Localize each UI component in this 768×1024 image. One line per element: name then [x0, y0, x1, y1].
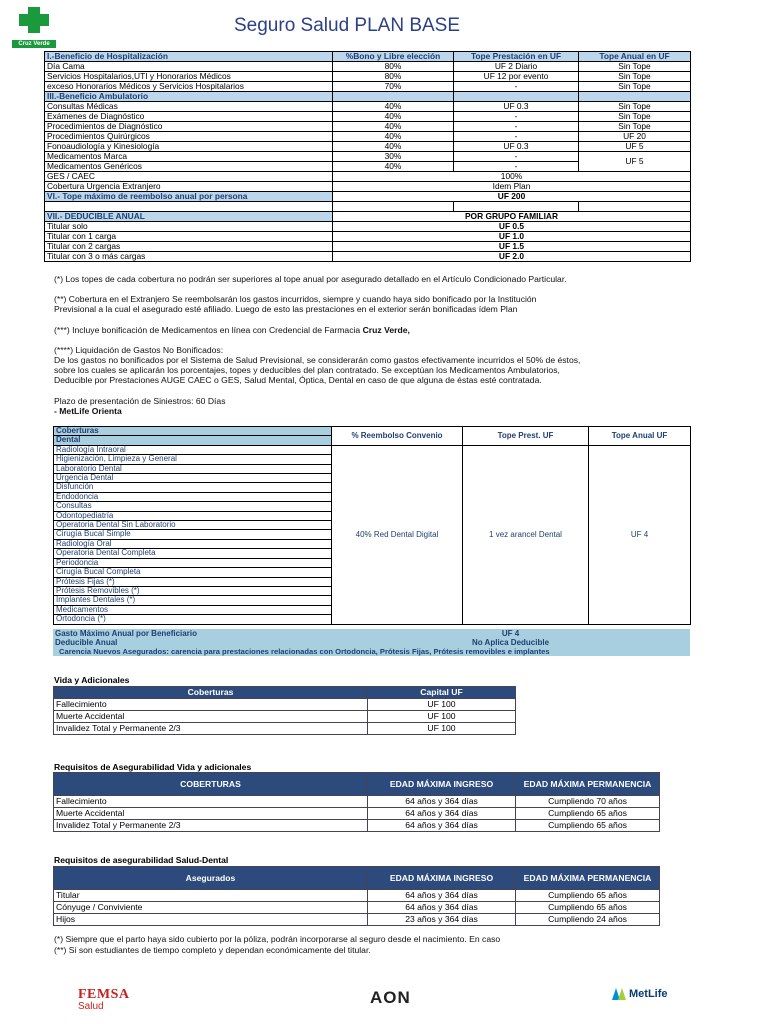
table-row	[45, 132, 691, 142]
table-row	[45, 62, 691, 72]
cell: UF 2.0	[333, 252, 691, 262]
table-row	[54, 914, 660, 926]
table-row	[45, 172, 691, 182]
vida-table	[53, 686, 516, 735]
table-row	[45, 232, 691, 242]
header-cell: Asegurados	[54, 867, 368, 890]
cell: 40%	[333, 102, 454, 112]
cell: Cumpliendo 70 años	[516, 796, 660, 808]
header-cell: EDAD MÁXIMA INGRESO	[368, 867, 516, 890]
cell: Muerte Accidental	[54, 808, 368, 820]
header-cell: %Bono y Libre elección	[333, 52, 454, 62]
table-row	[54, 890, 660, 902]
table-row	[45, 102, 691, 112]
dental-item: Cirugía Bucal Completa	[54, 568, 332, 577]
table-row	[54, 711, 516, 723]
cell: Invalidez Total y Permanente 2/3	[54, 820, 368, 832]
page-title: Seguro Salud PLAN BASE	[234, 15, 461, 36]
header-cell: Capital UF	[368, 687, 516, 699]
cell: Servicios Hospitalarios,UTI y Honorarios Médicos	[45, 72, 333, 82]
cell: 30%	[333, 152, 454, 162]
dental-item: Consultas	[54, 502, 332, 511]
dental-item: Prótesis Removibles (*)	[54, 586, 332, 595]
note-3	[54, 325, 410, 336]
tope-prest-value: 1 vez arancel Dental	[463, 445, 589, 624]
logo-text: Cruz Verde	[12, 40, 56, 48]
aon-logo: AON	[370, 988, 411, 1007]
cell: 64 años y 364 días	[368, 796, 516, 808]
table-row	[45, 82, 691, 92]
table-row	[45, 112, 691, 122]
dental-item: Implantes Dentales (*)	[54, 596, 332, 605]
femsa-text: FEMSA	[78, 987, 130, 1002]
dental-item: Higienización, Limpieza y General	[54, 455, 332, 464]
table-row	[45, 152, 691, 162]
deducible-label: Deducible Anual	[53, 638, 331, 647]
cell: GES / CAEC	[45, 172, 333, 182]
tope-prest-header: Tope Prest. UF	[463, 427, 589, 446]
cell: -	[454, 162, 579, 172]
dental-header-row	[54, 427, 691, 436]
cell: Exámenes de Diagnóstico	[45, 112, 333, 122]
cell: Sin Tope	[579, 72, 691, 82]
metlife-mark-icon	[612, 988, 626, 1000]
plazo-text: Plazo de presentación de Siniestros: 60 Días	[54, 396, 226, 406]
req-salud-title: Requisitos de asegurabilidad Salud-Dental	[54, 855, 229, 865]
cell: 64 años y 364 días	[368, 902, 516, 914]
cell: Hijos	[54, 914, 368, 926]
cell: UF 100	[368, 699, 516, 711]
table-row	[45, 142, 691, 152]
cell: Día Cama	[45, 62, 333, 72]
cell: 40%	[333, 132, 454, 142]
cell: UF 20	[579, 132, 691, 142]
cell: UF 12 por evento	[454, 72, 579, 82]
cell: UF 1.0	[333, 232, 691, 242]
cell: UF 0.3	[454, 142, 579, 152]
cell: 80%	[333, 62, 454, 72]
note-3-text: (***) Incluye bonificación de Medicamentos en línea con Credencial de Farmacia	[54, 325, 363, 335]
cell: 40%	[333, 112, 454, 122]
cell: Sin Tope	[579, 102, 691, 112]
note-2b: Previsional a la cual el asegurado esté afiliado. Luego de esto las prestaciones en el exterior serán bonificadas ídem Plan	[54, 304, 518, 314]
cell: Procedimientos de Diagnóstico	[45, 122, 333, 132]
cell: 100%	[333, 172, 691, 182]
header-cell: EDAD MÁXIMA INGRESO	[368, 773, 516, 796]
section-label: III.-Beneficio Ambulatorio	[45, 92, 333, 102]
cell: Medicamentos Genéricos	[45, 162, 333, 172]
metlife-text: MetLife	[629, 988, 668, 1000]
cell: UF 0.5	[333, 222, 691, 232]
cell: 40%	[333, 142, 454, 152]
table-row	[45, 222, 691, 232]
table-row	[45, 182, 691, 192]
note-2a: (**) Cobertura en el Extranjero Se reembolsarán los gastos incurridos, siempre y cuando haya sido bonificado por la Institución	[54, 294, 537, 304]
cell: UF 100	[368, 711, 516, 723]
cell: 64 años y 364 días	[368, 890, 516, 902]
table-row	[45, 242, 691, 252]
dental-item: Ortodoncia (*)	[54, 615, 332, 624]
vida-title: Vida y Adicionales	[54, 675, 130, 685]
cell: exceso Honorarios Médicos y Servicios Hospitalarios	[45, 82, 333, 92]
cell: -	[454, 132, 579, 142]
cell: Muerte Accidental	[54, 711, 368, 723]
table-header	[45, 52, 691, 62]
cruz-verde-logo	[12, 5, 56, 47]
dental-item: Operatoria Dental Sin Laboratorio	[54, 521, 332, 530]
dental-item: Odontopediatría	[54, 511, 332, 520]
cell: Cónyuge / Conviviente	[54, 902, 368, 914]
reembolso-value: 40% Red Dental Digital	[332, 445, 463, 624]
cell: 64 años y 364 días	[368, 820, 516, 832]
dental-item: Endodoncia	[54, 492, 332, 501]
cell: Cumpliendo 65 años	[516, 820, 660, 832]
spacer-row	[45, 202, 691, 212]
cell: Consultas Médicas	[45, 102, 333, 112]
cell: Sin Tope	[579, 122, 691, 132]
table-row	[54, 820, 660, 832]
cell: UF 5	[579, 142, 691, 152]
section-header	[45, 212, 691, 222]
cell: Titular con 2 cargas	[45, 242, 333, 252]
note-1: (*) Los topes de cada cobertura no podrán ser superiores al tope anual por asegurado detallado en el Artículo Condicionado Particular.	[54, 274, 567, 284]
dental-item: Disfunción	[54, 483, 332, 492]
header-cell: EDAD MÁXIMA PERMANENCIA	[516, 773, 660, 796]
femsa-logo	[78, 987, 130, 1012]
salud-text: Salud	[78, 1001, 104, 1012]
cell: Sin Tope	[579, 82, 691, 92]
cell: Cumpliendo 65 años	[516, 890, 660, 902]
section-header	[45, 192, 691, 202]
table-row	[53, 638, 690, 647]
cell: 40%	[333, 122, 454, 132]
cell: Titular con 1 carga	[45, 232, 333, 242]
req-salud-table	[53, 866, 660, 926]
cell: Cumpliendo 65 años	[516, 902, 660, 914]
req-vida-table	[53, 772, 660, 832]
table-header	[54, 867, 660, 890]
header-cell: COBERTURAS	[54, 773, 368, 796]
cell: Cobertura Urgencia Extranjero	[45, 182, 333, 192]
cell: Sin Tope	[579, 62, 691, 72]
cell: 64 años y 364 días	[368, 808, 516, 820]
dental-item: Cirugía Bucal Simple	[54, 530, 332, 539]
cell: Titular con 3 o más cargas	[45, 252, 333, 262]
cell: 70%	[333, 82, 454, 92]
cross-icon	[12, 5, 56, 35]
coberturas-label: Coberturas	[54, 427, 332, 436]
main-benefits-table	[44, 51, 691, 262]
cell: -	[454, 112, 579, 122]
dental-item: Periodoncia	[54, 558, 332, 567]
section-header	[45, 92, 691, 102]
cell: POR GRUPO FAMILIAR	[333, 212, 691, 222]
cell: Procedimientos Quirúrgicos	[45, 132, 333, 142]
note-4b: sobre los cuales se aplicarán los porcentajes, topes y deducibles del plan contratado. Se exceptúan los Medicamentos Ambulatorios,	[54, 365, 560, 375]
table-row	[54, 699, 516, 711]
cell: 40%	[333, 162, 454, 172]
cell: Titular solo	[45, 222, 333, 232]
cell: Idem Plan	[333, 182, 691, 192]
section-label: VII.- DEDUCIBLE ANUAL	[45, 212, 333, 222]
cell: 80%	[333, 72, 454, 82]
note-4: (****) Liquidación de Gastos No Bonificados:	[54, 345, 224, 355]
table-row	[54, 808, 660, 820]
note-4c: Deducible por Prestaciones AUGE CAEC o GES, Salud Mental, Óptica, Dental en caso de que alguna de éstas esté contratada.	[54, 375, 542, 385]
dental-summary-table	[53, 629, 690, 656]
table-header	[54, 687, 516, 699]
cell: Cumpliendo 65 años	[516, 808, 660, 820]
dental-item: Laboratorio Dental	[54, 464, 332, 473]
cell: Fonoaudiología y Kinesiología	[45, 142, 333, 152]
cell: -	[454, 82, 579, 92]
cell: UF 0.3	[454, 102, 579, 112]
cell: Fallecimiento	[54, 796, 368, 808]
note-4a: De los gastos no bonificados por el Sistema de Salud Previsional, se considerarán como gastos efectivamente incurridos el 50% de éstos,	[54, 355, 581, 365]
dental-item: Prótesis Fijas (*)	[54, 577, 332, 586]
table-row	[45, 252, 691, 262]
cell: UF 1.5	[333, 242, 691, 252]
header-cell: Coberturas	[54, 687, 368, 699]
table-row	[54, 445, 691, 454]
tope-anual-header: Tope Anual UF	[589, 427, 691, 446]
reembolso-header: % Reembolso Convenio	[332, 427, 463, 446]
table-row	[45, 122, 691, 132]
cell: Titular	[54, 890, 368, 902]
table-header	[54, 773, 660, 796]
header-cell: EDAD MÁXIMA PERMANENCIA	[516, 867, 660, 890]
cell: UF 5	[579, 152, 691, 172]
footnote-1: (*) Siempre que el parto haya sido cubierto por la póliza, podrán incorporarse al seguro desde el nacimiento. En caso	[54, 934, 501, 944]
footnote-2: (**) Si son estudiantes de tiempo completo y dependan económicamente del titular.	[54, 945, 371, 955]
cell: -	[454, 122, 579, 132]
table-row	[53, 647, 690, 656]
cell: UF 2 Diario	[454, 62, 579, 72]
cell: Medicamentos Marca	[45, 152, 333, 162]
table-row	[54, 902, 660, 914]
dental-item: Urgencia Dental	[54, 474, 332, 483]
metlife-logo	[612, 988, 668, 1000]
cell: Fallecimiento	[54, 699, 368, 711]
table-row	[53, 629, 690, 638]
cell: -	[454, 152, 579, 162]
metlife-orienta: - MetLife Orienta	[54, 406, 122, 416]
table-row	[54, 796, 660, 808]
section-label: VI.- Tope máximo de reembolso anual por persona	[45, 192, 333, 202]
dental-label: Dental	[54, 436, 332, 445]
note-3-bold: Cruz Verde,	[362, 325, 410, 335]
carencia-text: Carencia Nuevos Asegurados: carencia para prestaciones relacionadas con Ortodoncia, Prótesis Fijas, Prótesis removibles e implantes	[53, 647, 690, 656]
header-cell: Tope Anual en UF	[579, 52, 691, 62]
cell: UF 200	[333, 192, 691, 202]
cell: Cumpliendo 24 años	[516, 914, 660, 926]
req-vida-title: Requisitos de Asegurabilidad Vida y adicionales	[54, 762, 252, 772]
dental-table	[53, 426, 691, 625]
gasto-max-value: UF 4	[331, 629, 690, 638]
tope-anual-value: UF 4	[589, 445, 691, 624]
dental-item: Radiología Intraoral	[54, 445, 332, 454]
dental-item: Radiología Oral	[54, 539, 332, 548]
cell: Sin Tope	[579, 112, 691, 122]
dental-item: Operatoria Dental Completa	[54, 549, 332, 558]
table-row	[54, 723, 516, 735]
header-cell: I.-Beneficio de Hospitalización	[45, 52, 333, 62]
gasto-max-label: Gasto Máximo Anual por Beneficiario	[53, 629, 331, 638]
cell: UF 100	[368, 723, 516, 735]
dental-item: Medicamentos	[54, 605, 332, 614]
cell: Invalidez Total y Permanente 2/3	[54, 723, 368, 735]
table-row	[45, 72, 691, 82]
deducible-value: No Aplica Deducible	[331, 638, 690, 647]
header-cell: Tope Prestación en UF	[454, 52, 579, 62]
cell: 23 años y 364 días	[368, 914, 516, 926]
